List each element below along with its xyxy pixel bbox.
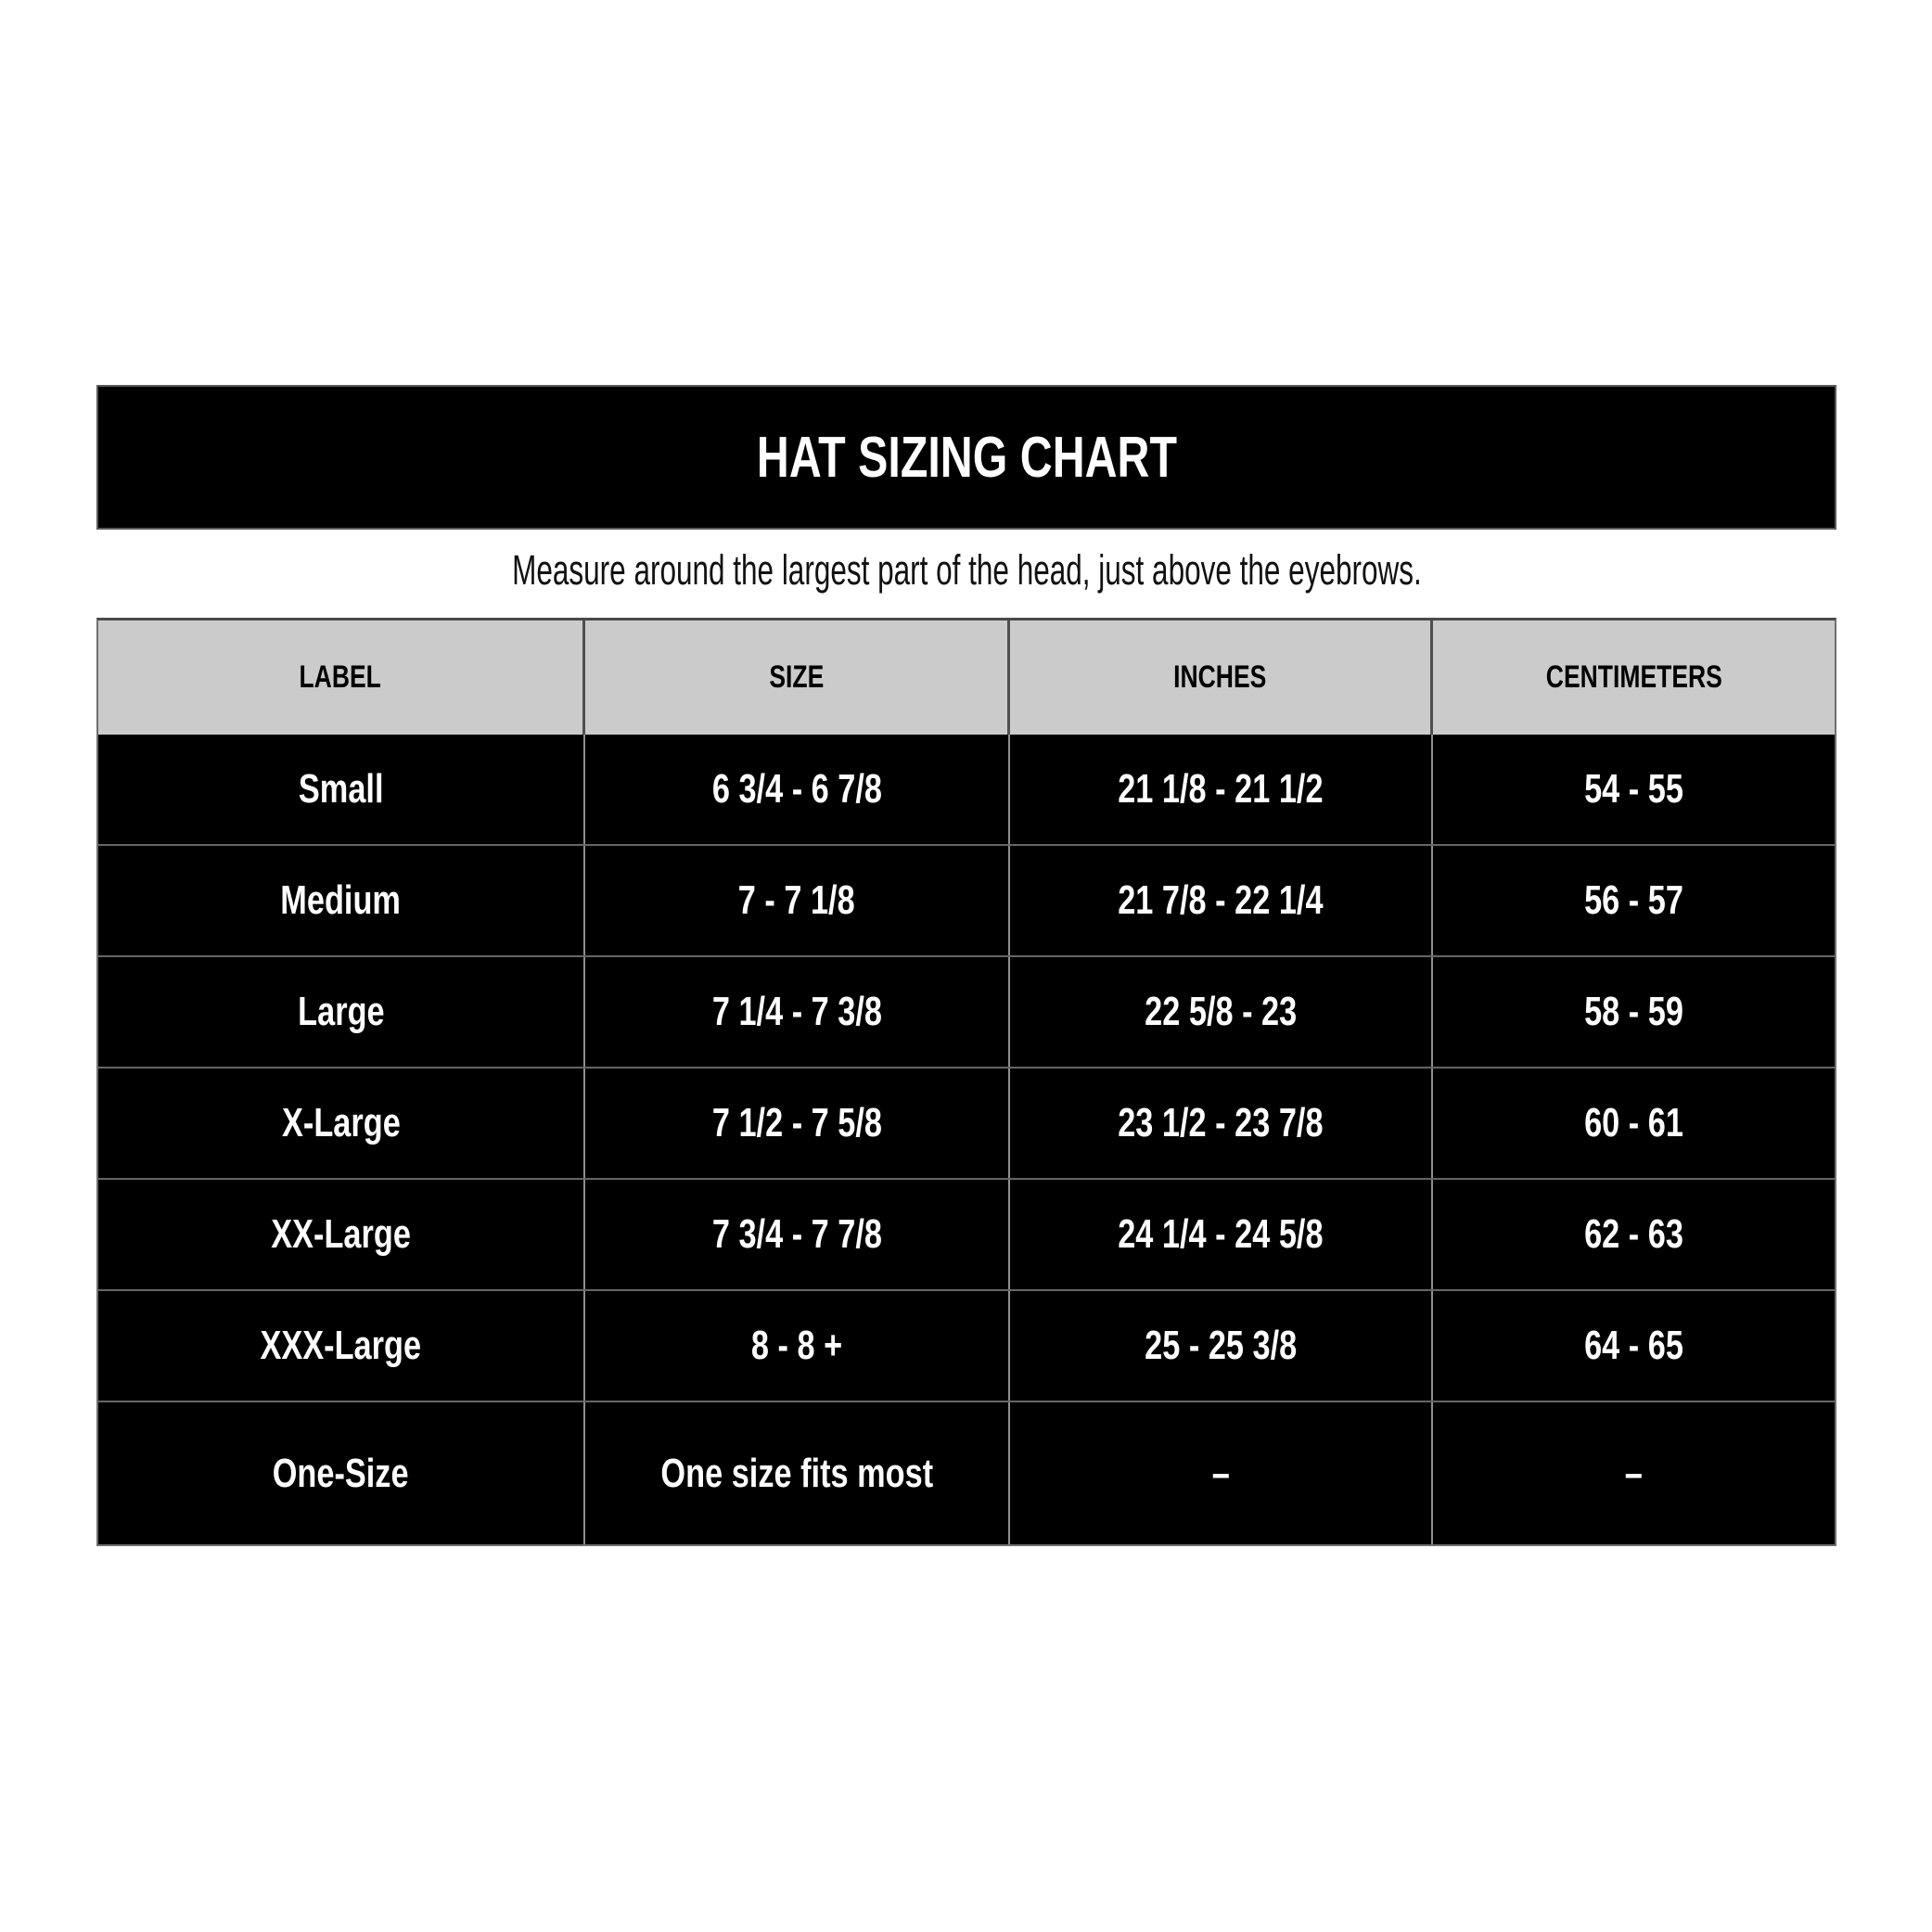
table-row-medium	[98, 844, 1835, 955]
cell-text: X-Large	[281, 1100, 401, 1145]
cell-text: Small	[298, 766, 384, 812]
cell-label	[98, 735, 585, 844]
cell-text: –	[1624, 1450, 1644, 1496]
cell-centimeters	[1433, 1402, 1835, 1544]
cell-text: 8 - 8 +	[750, 1323, 843, 1368]
cell-size	[585, 1291, 1010, 1401]
cell-centimeters	[1433, 1180, 1835, 1289]
cell-text: 7 1/4 - 7 3/8	[711, 989, 882, 1034]
cell-text: 25 - 25 3/8	[1144, 1323, 1298, 1368]
cell-size	[585, 1068, 1010, 1178]
cell-inches	[1010, 735, 1433, 844]
cell-label	[98, 1180, 585, 1289]
cell-label	[98, 846, 585, 955]
cell-label	[98, 1402, 585, 1544]
sizing-table	[96, 618, 1836, 1546]
cell-text: 24 1/4 - 24 5/8	[1118, 1211, 1324, 1257]
header-centimeters-text: CENTIMETERS	[1545, 659, 1722, 695]
cell-label	[98, 1068, 585, 1178]
cell-size	[585, 1180, 1010, 1289]
header-cell-inches	[1010, 621, 1433, 735]
cell-text: 6 3/4 - 6 7/8	[711, 766, 882, 812]
cell-label	[98, 957, 585, 1067]
cell-inches	[1010, 1291, 1433, 1401]
cell-centimeters	[1433, 1291, 1835, 1401]
header-cell-centimeters	[1433, 621, 1835, 735]
cell-text: 7 1/2 - 7 5/8	[711, 1100, 882, 1145]
header-inches-text: INCHES	[1173, 659, 1267, 695]
cell-text: Medium	[280, 877, 402, 923]
cell-text: 64 - 65	[1584, 1323, 1683, 1368]
cell-inches	[1010, 846, 1433, 955]
cell-inches	[1010, 1180, 1433, 1289]
cell-text: –	[1211, 1450, 1230, 1496]
cell-text: 58 - 59	[1584, 989, 1683, 1034]
cell-text: 21 7/8 - 22 1/4	[1118, 877, 1324, 923]
cell-inches	[1010, 1068, 1433, 1178]
cell-centimeters	[1433, 957, 1835, 1067]
header-label-text: LABEL	[299, 659, 382, 695]
header-cell-label	[98, 621, 585, 735]
cell-text: One-Size	[273, 1450, 409, 1496]
cell-inches	[1010, 1402, 1433, 1544]
cell-size	[585, 957, 1010, 1067]
table-row-xxx-large	[98, 1289, 1835, 1401]
table-row-x-large	[98, 1067, 1835, 1178]
table-row-small	[98, 735, 1835, 844]
cell-centimeters	[1433, 735, 1835, 844]
cell-size	[585, 1402, 1010, 1544]
cell-text: 21 1/8 - 21 1/2	[1118, 766, 1324, 812]
subtitle-wrap	[96, 538, 1836, 603]
cell-text: XX-Large	[271, 1211, 411, 1257]
cell-label	[98, 1291, 585, 1401]
cell-text: 54 - 55	[1584, 766, 1683, 812]
cell-inches	[1010, 957, 1433, 1067]
cell-centimeters	[1433, 846, 1835, 955]
table-row-one-size	[98, 1401, 1835, 1544]
cell-text: 7 3/4 - 7 7/8	[711, 1211, 882, 1257]
cell-size	[585, 735, 1010, 844]
cell-text: XXX-Large	[260, 1323, 422, 1368]
cell-text: One size fits most	[660, 1450, 933, 1496]
cell-text: 62 - 63	[1584, 1211, 1683, 1257]
header-size-text: SIZE	[768, 659, 824, 695]
cell-centimeters	[1433, 1068, 1835, 1178]
table-row-large	[98, 955, 1835, 1067]
table-row-xx-large	[98, 1178, 1835, 1289]
page-title: HAT SIZING CHART	[756, 425, 1177, 490]
chart-title-banner	[96, 385, 1836, 530]
table-header-row	[98, 621, 1835, 735]
cell-text: 7 - 7 1/8	[737, 877, 855, 923]
cell-text: 60 - 61	[1584, 1100, 1683, 1145]
cell-size	[585, 846, 1010, 955]
cell-text: 56 - 57	[1584, 877, 1683, 923]
cell-text: 23 1/2 - 23 7/8	[1118, 1100, 1324, 1145]
header-cell-size	[585, 621, 1010, 735]
measurement-instruction: Measure around the largest part of the head, just above the eyebrows.	[511, 546, 1422, 594]
cell-text: Large	[297, 989, 385, 1034]
cell-text: 22 5/8 - 23	[1144, 989, 1298, 1034]
